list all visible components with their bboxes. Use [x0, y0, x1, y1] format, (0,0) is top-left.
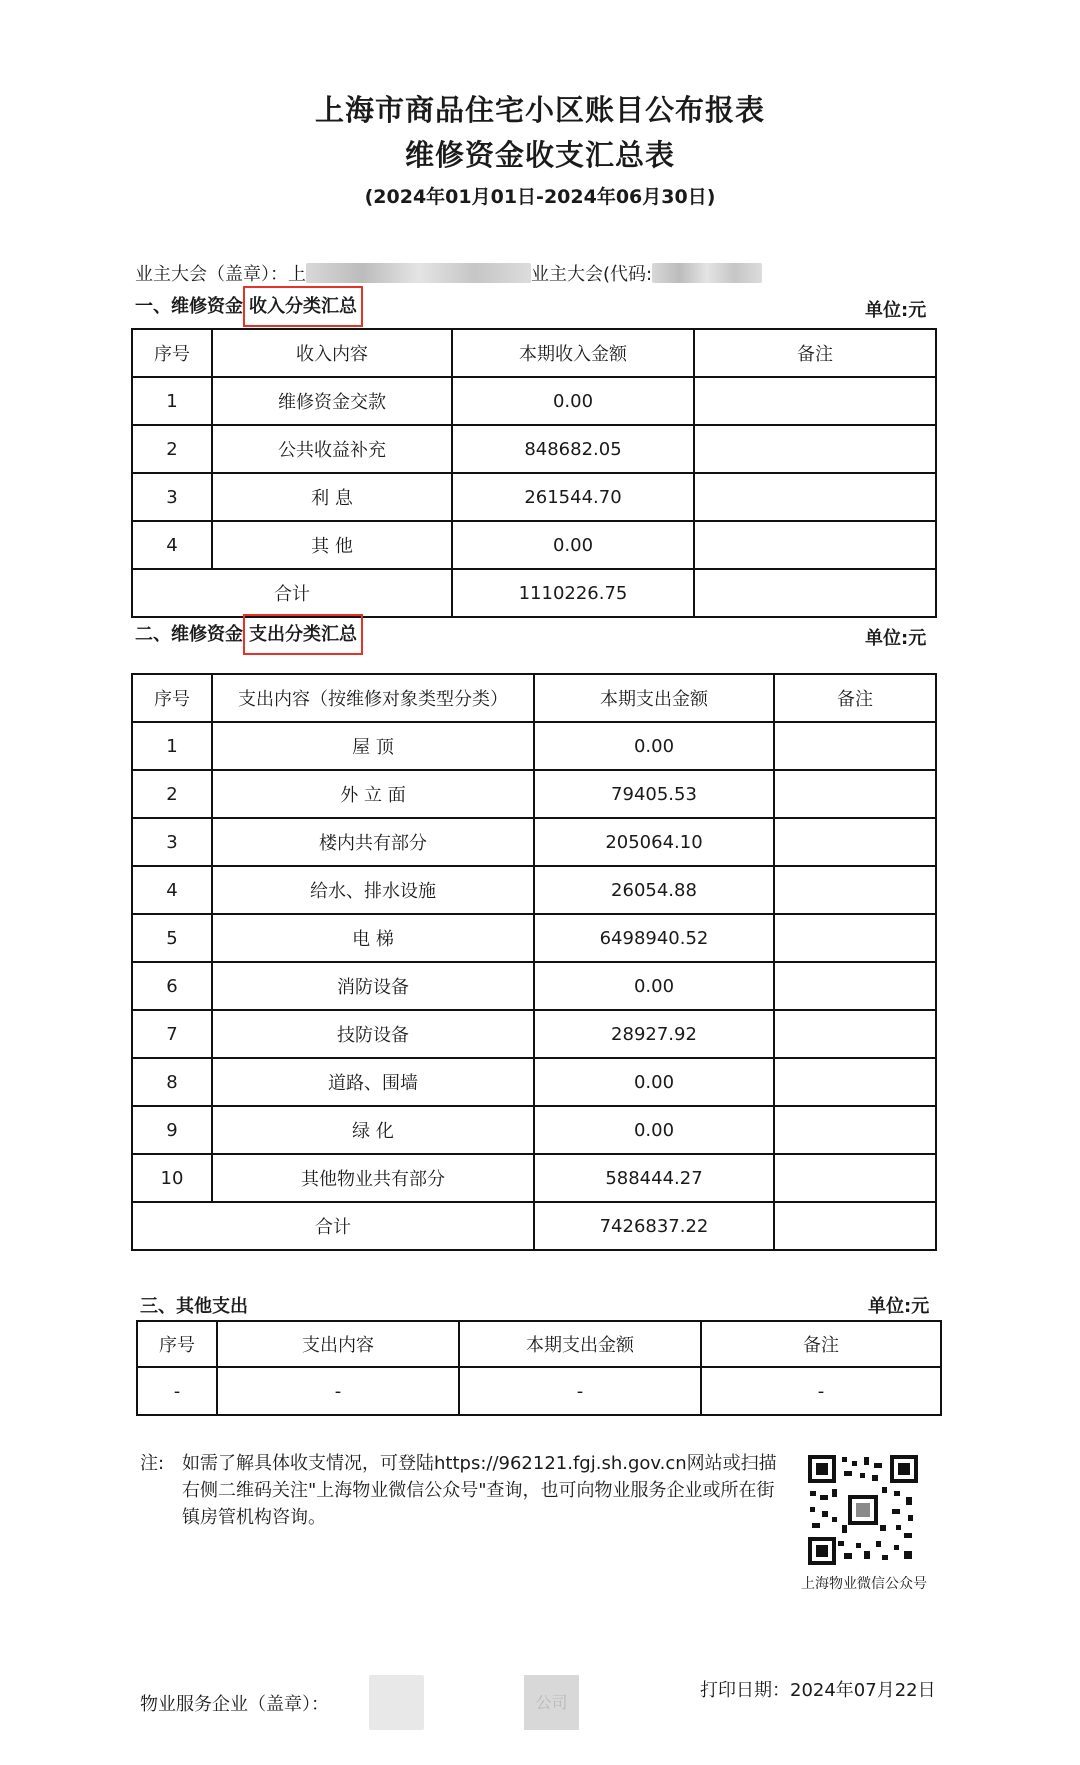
row-amount: 79405.53 — [534, 770, 774, 818]
company-seal-line — [140, 1675, 579, 1730]
row-remark — [774, 866, 936, 914]
row-item: 道路、围墙 — [212, 1058, 534, 1106]
row-amount: 588444.27 — [534, 1154, 774, 1202]
table-row — [132, 914, 936, 962]
section1-title — [135, 292, 363, 318]
row-remark — [694, 377, 936, 425]
table-row — [132, 1154, 936, 1202]
table-header-row — [132, 329, 936, 377]
row-item: 消防设备 — [212, 962, 534, 1010]
table-row — [132, 770, 936, 818]
row-amount: 0.00 — [534, 1106, 774, 1154]
row-number: 4 — [132, 866, 212, 914]
row-number: 7 — [132, 1010, 212, 1058]
row-item: 电 梯 — [212, 914, 534, 962]
income-table — [131, 328, 937, 618]
row-number: 9 — [132, 1106, 212, 1154]
report-subtitle: 维修资金收支汇总表 — [404, 138, 675, 172]
table-total-row — [132, 569, 936, 617]
qr-caption: 上海物业微信公众号 — [801, 1576, 927, 1592]
section2-unit: 单位:元 — [865, 628, 927, 649]
table-row — [132, 722, 936, 770]
table-row — [137, 1367, 941, 1415]
row-amount: 0.00 — [452, 521, 694, 569]
row-number: 2 — [132, 770, 212, 818]
total-remark — [694, 569, 936, 617]
table-row — [132, 425, 936, 473]
owner-assembly-line — [135, 260, 762, 286]
row-item: 楼内共有部分 — [212, 818, 534, 866]
row-amount: - — [459, 1367, 701, 1415]
table-header-row — [132, 674, 936, 722]
header-cell: 序号 — [132, 329, 212, 377]
row-remark: - — [701, 1367, 941, 1415]
redacted-owner-code — [652, 263, 762, 283]
row-remark — [694, 425, 936, 473]
redacted-company-stamp — [524, 1675, 579, 1730]
report-period: (2024年01月01日-2024年06月30日) — [364, 186, 716, 208]
header-cell: 收入内容 — [212, 329, 452, 377]
row-item: 绿 化 — [212, 1106, 534, 1154]
row-item: 其 他 — [212, 521, 452, 569]
header-cell: 本期支出金额 — [534, 674, 774, 722]
row-number: 1 — [132, 722, 212, 770]
header-cell: 本期收入金额 — [452, 329, 694, 377]
print-date: 打印日期：2024年07月22日 — [700, 1680, 936, 1701]
row-remark — [774, 914, 936, 962]
row-amount: 6498940.52 — [534, 914, 774, 962]
header-cell: 备注 — [694, 329, 936, 377]
expense-table — [131, 673, 937, 1251]
report-title: 上海市商品住宅小区账目公布报表 — [314, 93, 765, 127]
note-label: 注: — [140, 1453, 165, 1474]
header-cell: 支出内容 — [217, 1321, 459, 1367]
row-item: 其他物业共有部分 — [212, 1154, 534, 1202]
row-number: - — [137, 1367, 217, 1415]
row-number: 3 — [132, 818, 212, 866]
section1-unit: 单位:元 — [865, 300, 927, 321]
company-fragment: 公司 — [535, 1693, 568, 1712]
row-amount: 0.00 — [452, 377, 694, 425]
note-block — [140, 1450, 780, 1531]
row-amount: 28927.92 — [534, 1010, 774, 1058]
owner-code-label: 业主大会(代码: — [531, 264, 653, 285]
row-remark — [774, 722, 936, 770]
table-row — [132, 962, 936, 1010]
table-header-row — [137, 1321, 941, 1367]
table-row — [132, 377, 936, 425]
section2-title — [135, 620, 363, 646]
row-amount: 0.00 — [534, 1058, 774, 1106]
row-remark — [774, 962, 936, 1010]
section1-title-prefix: 一、维修资金 — [135, 296, 243, 317]
qr-code-icon[interactable] — [808, 1455, 918, 1565]
section2-title-prefix: 二、维修资金 — [135, 624, 243, 645]
owner-label: 业主大会（盖章）： — [135, 264, 288, 285]
table-row — [132, 866, 936, 914]
row-item: 技防设备 — [212, 1010, 534, 1058]
row-item: - — [217, 1367, 459, 1415]
row-amount: 205064.10 — [534, 818, 774, 866]
row-remark — [774, 770, 936, 818]
company-label: 物业服务企业（盖章）： — [140, 1693, 329, 1715]
row-amount: 0.00 — [534, 722, 774, 770]
row-amount: 26054.88 — [534, 866, 774, 914]
row-number: 3 — [132, 473, 212, 521]
row-number: 1 — [132, 377, 212, 425]
row-number: 5 — [132, 914, 212, 962]
row-amount: 0.00 — [534, 962, 774, 1010]
table-row — [132, 1106, 936, 1154]
total-remark — [774, 1202, 936, 1250]
total-amount: 7426837.22 — [534, 1202, 774, 1250]
total-label: 合计 — [132, 569, 452, 617]
row-item: 利 息 — [212, 473, 452, 521]
row-number: 6 — [132, 962, 212, 1010]
header-cell: 备注 — [774, 674, 936, 722]
header-cell: 序号 — [137, 1321, 217, 1367]
row-item: 给水、排水设施 — [212, 866, 534, 914]
table-total-row — [132, 1202, 936, 1250]
redacted-owner-name — [306, 263, 531, 283]
section3-unit: 单位:元 — [868, 1296, 930, 1317]
row-number: 2 — [132, 425, 212, 473]
table-row — [132, 473, 936, 521]
row-amount: 261544.70 — [452, 473, 694, 521]
row-item: 外 立 面 — [212, 770, 534, 818]
section2-title-highlight: 支出分类汇总 — [243, 614, 363, 655]
total-amount: 1110226.75 — [452, 569, 694, 617]
table-row — [132, 818, 936, 866]
row-remark — [774, 1058, 936, 1106]
row-remark — [774, 818, 936, 866]
note-text: 如需了解具体收支情况，可登陆https://962121.fgj.sh.gov.cn网站或扫描右侧二维码关注"上海物业微信公众号"查询，也可向物业服务企业或所在街镇房管机构咨询。 — [182, 1453, 777, 1528]
row-item: 维修资金交款 — [212, 377, 452, 425]
row-remark — [774, 1154, 936, 1202]
redacted-company-name — [369, 1675, 424, 1730]
section1-title-highlight: 收入分类汇总 — [243, 286, 363, 327]
owner-fragment: 上 — [288, 264, 306, 285]
row-remark — [774, 1106, 936, 1154]
row-number: 8 — [132, 1058, 212, 1106]
header-cell: 备注 — [701, 1321, 941, 1367]
row-remark — [694, 473, 936, 521]
row-remark — [774, 1010, 936, 1058]
table-row — [132, 521, 936, 569]
row-item: 公共收益补充 — [212, 425, 452, 473]
row-number: 10 — [132, 1154, 212, 1202]
header-cell: 支出内容（按维修对象类型分类） — [212, 674, 534, 722]
header-cell: 序号 — [132, 674, 212, 722]
table-row — [132, 1058, 936, 1106]
section3-title: 三、其他支出 — [140, 1296, 248, 1317]
other-expense-table — [136, 1320, 942, 1416]
row-remark — [694, 521, 936, 569]
table-row — [132, 1010, 936, 1058]
row-number: 4 — [132, 521, 212, 569]
row-amount: 848682.05 — [452, 425, 694, 473]
row-item: 屋 顶 — [212, 722, 534, 770]
header-cell: 本期支出金额 — [459, 1321, 701, 1367]
total-label: 合计 — [132, 1202, 534, 1250]
